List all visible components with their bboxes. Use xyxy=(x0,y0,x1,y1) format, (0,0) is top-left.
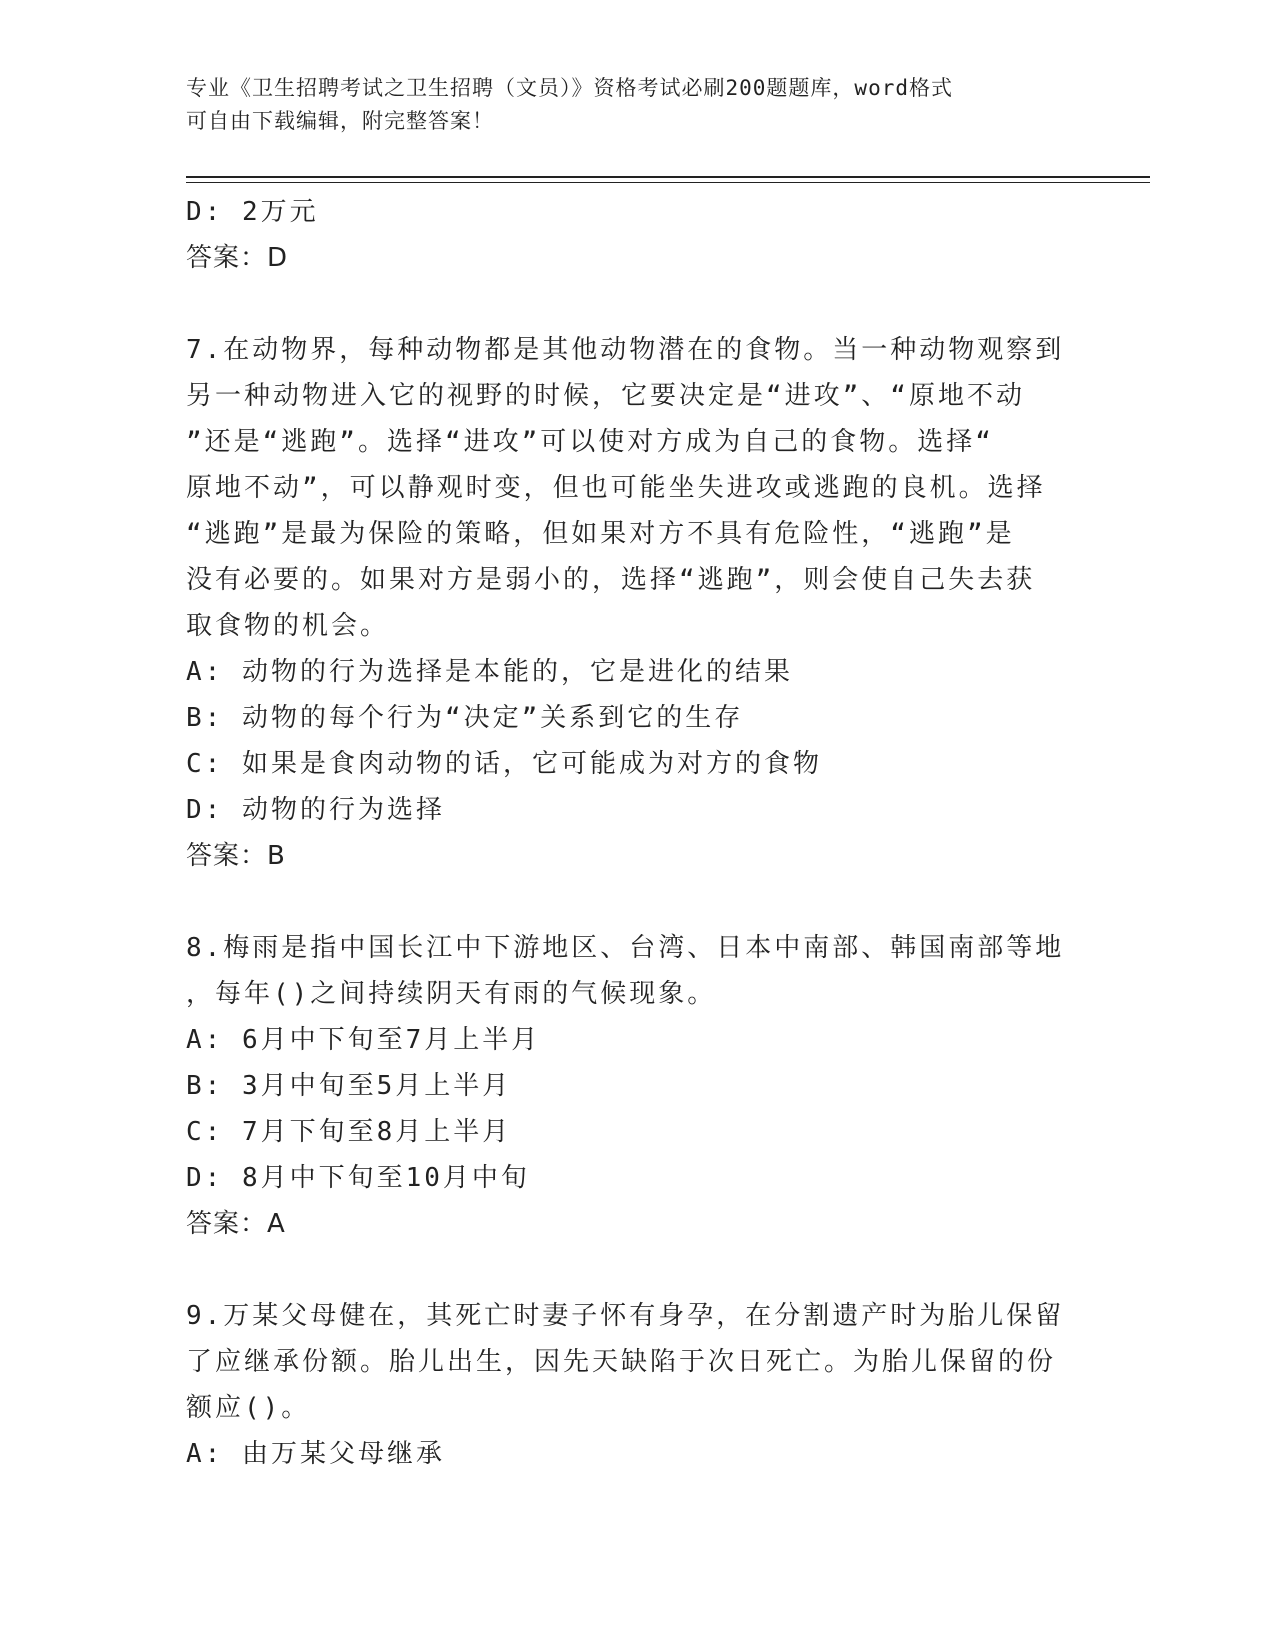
q8-text-line: ，每年()之间持续阴天有雨的气候现象。 xyxy=(186,979,717,1009)
q7-text-line: 原地不动”，可以静观时变，但也可能坐失进攻或逃跑的良机。选择 xyxy=(186,473,1046,503)
question-9 xyxy=(186,1293,1066,1477)
q8-option-a: A: 6月中下旬至7月上半月 xyxy=(186,1025,541,1055)
header-line-2: 可自由下载编辑，附完整答案！ xyxy=(186,109,494,133)
q9-text-line: 9.万某父母健在，其死亡时妻子怀有身孕，在分割遗产时为胎儿保留 xyxy=(186,1301,1065,1331)
header-rule-thick xyxy=(186,176,1150,178)
q7-option-a: A: 动物的行为选择是本能的，它是进化的结果 xyxy=(186,657,793,687)
q7-text-line: 取食物的机会。 xyxy=(186,611,390,641)
q7-option-c: C: 如果是食肉动物的话，它可能成为对方的食物 xyxy=(186,749,822,779)
question-8 xyxy=(186,925,1066,1247)
q9-text-line: 了应继承份额。胎儿出生，因先天缺陷于次日死亡。为胎儿保留的份 xyxy=(186,1347,1057,1377)
q7-text-line: “逃跑”是最为保险的策略，但如果对方不具有危险性，“逃跑”是 xyxy=(186,519,1015,549)
q8-option-d: D: 8月中下旬至10月中旬 xyxy=(186,1163,530,1193)
spacer xyxy=(186,1247,1066,1293)
q6-answer: 答案：D xyxy=(186,243,289,273)
q9-text-line: 额应()。 xyxy=(186,1393,311,1423)
q7-text-line: 7.在动物界，每种动物都是其他动物潜在的食物。当一种动物观察到 xyxy=(186,335,1065,365)
question-7 xyxy=(186,327,1066,879)
q7-answer: 答案：B xyxy=(186,841,286,871)
q8-option-c: C: 7月下旬至8月上半月 xyxy=(186,1117,512,1147)
question-content xyxy=(186,189,1066,1477)
q6-option-d: D: 2万元 xyxy=(186,197,319,227)
spacer xyxy=(186,879,1066,925)
q7-text-line: 没有必要的。如果对方是弱小的，选择“逃跑”，则会使自己失去获 xyxy=(186,565,1036,595)
q7-text-line: 另一种动物进入它的视野的时候，它要决定是“进攻”、“原地不动 xyxy=(186,381,1025,411)
q7-option-d: D: 动物的行为选择 xyxy=(186,795,445,825)
q9-option-a: A: 由万某父母继承 xyxy=(186,1439,445,1469)
spacer xyxy=(186,281,1066,327)
q8-text-line: 8.梅雨是指中国长江中下游地区、台湾、日本中南部、韩国南部等地 xyxy=(186,933,1065,963)
q8-option-b: B: 3月中旬至5月上半月 xyxy=(186,1071,512,1101)
page-header xyxy=(186,72,1086,138)
q8-answer: 答案：A xyxy=(186,1209,286,1239)
header-line-1: 专业《卫生招聘考试之卫生招聘（文员）》资格考试必刷200题题库，word格式 xyxy=(186,76,953,100)
header-rule-thin xyxy=(186,182,1150,183)
q7-option-b: B: 动物的每个行为“决定”关系到它的生存 xyxy=(186,703,744,733)
q7-text-line: ”还是“逃跑”。选择“进攻”可以使对方成为自己的食物。选择“ xyxy=(186,427,994,457)
